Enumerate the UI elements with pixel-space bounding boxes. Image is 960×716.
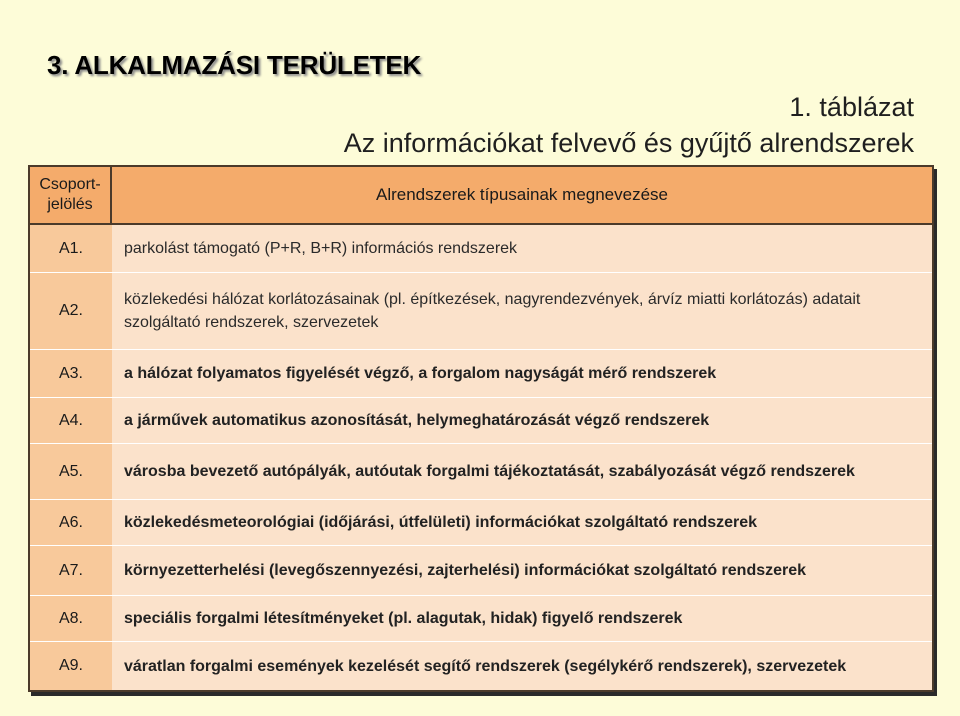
subsystems-table — [28, 165, 934, 692]
table-row — [30, 272, 932, 349]
subsystem-name-column-header: Alrendszerek típusainak megnevezése — [376, 185, 668, 204]
row-description: a hálózat folyamatos figyelését végző, a forgalom nagyságát mérő rendszerek — [112, 350, 932, 397]
group-code-column-header — [30, 167, 112, 223]
table-row — [30, 443, 932, 499]
row-description: közlekedési hálózat korlátozásainak (pl. építkezések, nagyrendezvények, árvíz miatti korlátozás) adatait szolgáltató rendszerek, szervezetek — [112, 273, 932, 349]
table-row — [30, 225, 932, 272]
row-code: A1. — [30, 225, 112, 272]
row-description: váratlan forgalmi események kezelését segítő rendszerek (segélykérő rendszerek), szervezetek — [112, 642, 932, 690]
row-code: A9. — [30, 642, 112, 690]
page-heading: 3. ALKALMAZÁSI TERÜLETEK — [47, 50, 422, 80]
table-row — [30, 349, 932, 397]
group-code-header-line2: jelölés — [47, 196, 93, 213]
table-header-row — [30, 167, 932, 225]
table-row — [30, 595, 932, 641]
table-row — [30, 499, 932, 545]
table-row — [30, 397, 932, 443]
group-code-header-line1: Csoport- — [39, 176, 101, 193]
row-code: A6. — [30, 500, 112, 545]
table-number: 1. táblázat — [789, 92, 914, 122]
row-description: városba bevezető autópályák, autóutak forgalmi tájékoztatását, szabályozását végző rendszerek — [112, 444, 932, 499]
row-code: A4. — [30, 398, 112, 443]
row-description: speciális forgalmi létesítményeket (pl. alagutak, hidak) figyelő rendszerek — [112, 596, 932, 641]
row-code: A8. — [30, 596, 112, 641]
table-row — [30, 545, 932, 595]
row-description: a járművek automatikus azonosítását, helymeghatározását végző rendszerek — [112, 398, 932, 443]
row-description: környezetterhelési (levegőszennyezési, zajterhelési) információkat szolgáltató rendszerek — [112, 546, 932, 595]
table-title: Az információkat felvevő és gyűjtő alrendszerek — [343, 128, 914, 158]
row-code: A7. — [30, 546, 112, 595]
row-code: A2. — [30, 273, 112, 349]
row-description: parkolást támogató (P+R, B+R) információs rendszerek — [112, 225, 932, 272]
table-row — [30, 641, 932, 690]
row-code: A3. — [30, 350, 112, 397]
row-code: A5. — [30, 444, 112, 499]
row-description: közlekedésmeteorológiai (időjárási, útfelületi) információkat szolgáltató rendszerek — [112, 500, 932, 545]
